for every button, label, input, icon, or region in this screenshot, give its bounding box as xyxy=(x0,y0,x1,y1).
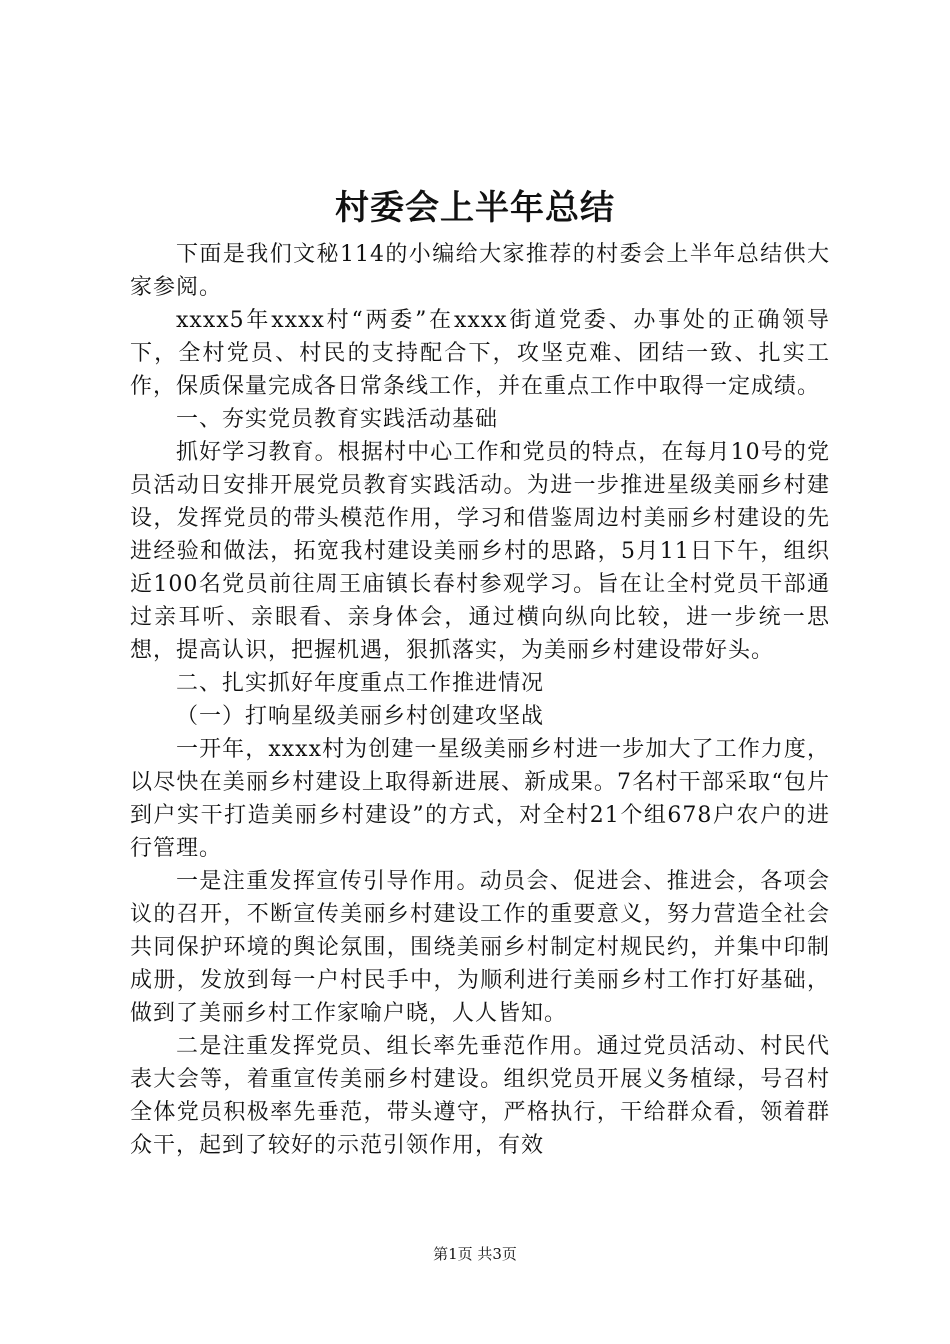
paragraph-new-year: 一开年，xxxx村为创建一星级美丽乡村进一步加大了工作力度，以尽快在美丽乡村建设上取得新进展、新成果。7名村干部采取“包片到户实干打造美丽乡村建设”的方式，对全村21个组678户农户的进行管理。 xyxy=(130,737,830,861)
subsection-heading-1: （一）打响星级美丽乡村创建攻坚战 xyxy=(176,704,545,729)
paragraph-point-two: 二是注重发挥党员、组长率先垂范作用。通过党员活动、村民代表大会等，着重宣传美丽乡村建设。组织党员开展义务植绿，号召村全体党员积极率先垂范，带头遵守，严格执行，干给群众看，领着群众干，起到了较好的示范引领作用，有效 xyxy=(130,1034,830,1158)
paragraph-study-education: 抓好学习教育。根据村中心工作和党员的特点，在每月10号的党员活动日安排开展党员教育实践活动。为进一步推进星级美丽乡村建设，发挥党员的带头模范作用，学习和借鉴周边村美丽乡村建设的先进经验和做法，拓宽我村建设美丽乡村的思路，5月11日下午，组织近100名党员前往周王庙镇长春村参观学习。旨在让全村党员干部通过亲耳听、亲眼看、亲身体会，通过横向纵向比较，进一步统一思想，提高认识，把握机遇，狠抓落实，为美丽乡村建设带好头。 xyxy=(130,440,830,663)
paragraph-intro: 下面是我们文秘114的小编给大家推荐的村委会上半年总结供大家参阅。 xyxy=(130,242,830,300)
page-footer: 第1页 共3页 xyxy=(433,1245,517,1263)
document-body xyxy=(130,238,830,1162)
section-heading-2: 二、扎实抓好年度重点工作推进情况 xyxy=(176,671,545,696)
paragraph-point-one: 一是注重发挥宣传引导作用。动员会、促进会、推进会，各项会议的召开，不断宣传美丽乡村建设工作的重要意义，努力营造全社会共同保护环境的舆论氛围，围绕美丽乡村制定村规民约，并集中印制成册，发放到每一户村民手中，为顺利进行美丽乡村工作打好基础，做到了美丽乡村工作家喻户晓，人人皆知。 xyxy=(130,869,830,1026)
document-title: 村委会上半年总结 xyxy=(335,188,615,228)
section-heading-1: 一、夯实党员教育实践活动基础 xyxy=(176,407,499,432)
paragraph-overview: xxxx5年xxxx村“两委”在xxxx街道党委、办事处的正确领导下，全村党员、村民的支持配合下，攻坚克难、团结一致、扎实工作，保质保量完成各日常条线工作，并在重点工作中取得一定成绩。 xyxy=(130,308,830,399)
